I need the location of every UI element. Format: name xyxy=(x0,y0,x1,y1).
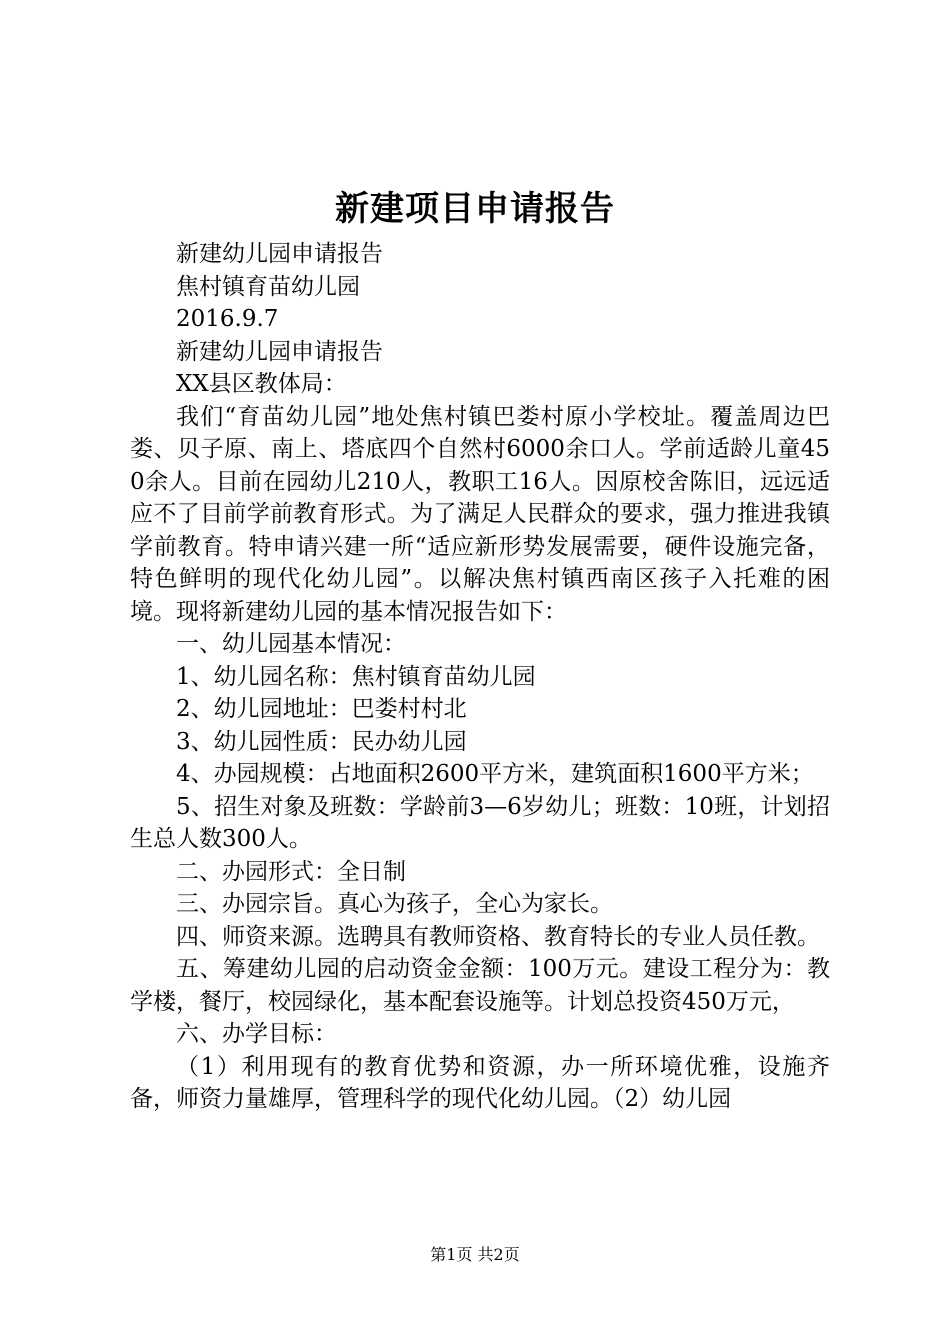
paragraph: 四、师资来源。选聘具有教师资格、教育特长的专业人员任教。 xyxy=(176,923,820,950)
paragraph: 我们“育苗幼儿园”地处焦村镇巴娄村原小学校址。覆盖周边巴娄、贝子原、南上、塔底四个自然村6000余口人。学前适龄儿童450余人。目前在园幼儿210人，教职工16人。因原校舍陈旧，远远适应不了目前学前教育形式。为了满足人民群众的要求，强力推进我镇学前教育。特申请兴建一所“适应新形势发展需要，硬件设施完备，特色鲜明的现代化幼儿园”。以解决焦村镇西南区孩子入托难的困境。现将新建幼儿园的基本情况报告如下： xyxy=(130,403,830,625)
paragraph: XX县区教体局： xyxy=(176,371,347,397)
paragraph: 新建幼儿园申请报告 xyxy=(176,338,383,365)
paragraph: 5、招生对象及班数：学龄前3—6岁幼儿；班数：10班，计划招生总人数300人。 xyxy=(130,793,830,852)
paragraph: 2016.9.7 xyxy=(176,306,279,332)
paragraph: 六、办学目标： xyxy=(176,1021,337,1047)
document-title: 新建项目申请报告 xyxy=(335,189,615,229)
paragraph: （1）利用现有的教育优势和资源，办一所环境优雅，设施齐备，师资力量雄厚，管理科学的现代化幼儿园。（2）幼儿园 xyxy=(130,1053,830,1112)
paragraph: 新建幼儿园申请报告 xyxy=(176,241,383,267)
paragraph: 2、幼儿园地址：巴娄村村北 xyxy=(176,696,467,722)
page-footer: 第1页 共2页 xyxy=(430,1245,520,1264)
paragraph: 一、幼儿园基本情况： xyxy=(176,631,406,657)
paragraph: 三、办园宗旨。真心为孩子，全心为家长。 xyxy=(176,891,613,917)
paragraph: 焦村镇育苗幼儿园 xyxy=(176,273,360,300)
paragraph: 1、幼儿园名称：焦村镇育苗幼儿园 xyxy=(176,663,536,690)
document-body xyxy=(130,238,830,1116)
paragraph: 五、筹建幼儿园的启动资金金额：100万元。建设工程分为：教学楼，餐厅，校园绿化，基本配套设施等。计划总投资450万元， xyxy=(130,956,830,1015)
paragraph: 3、幼儿园性质：民办幼儿园 xyxy=(176,728,467,755)
paragraph: 二、办园形式：全日制 xyxy=(176,858,406,885)
paragraph: 4、办园规模：占地面积2600平方米，建筑面积1600平方米； xyxy=(176,761,814,787)
